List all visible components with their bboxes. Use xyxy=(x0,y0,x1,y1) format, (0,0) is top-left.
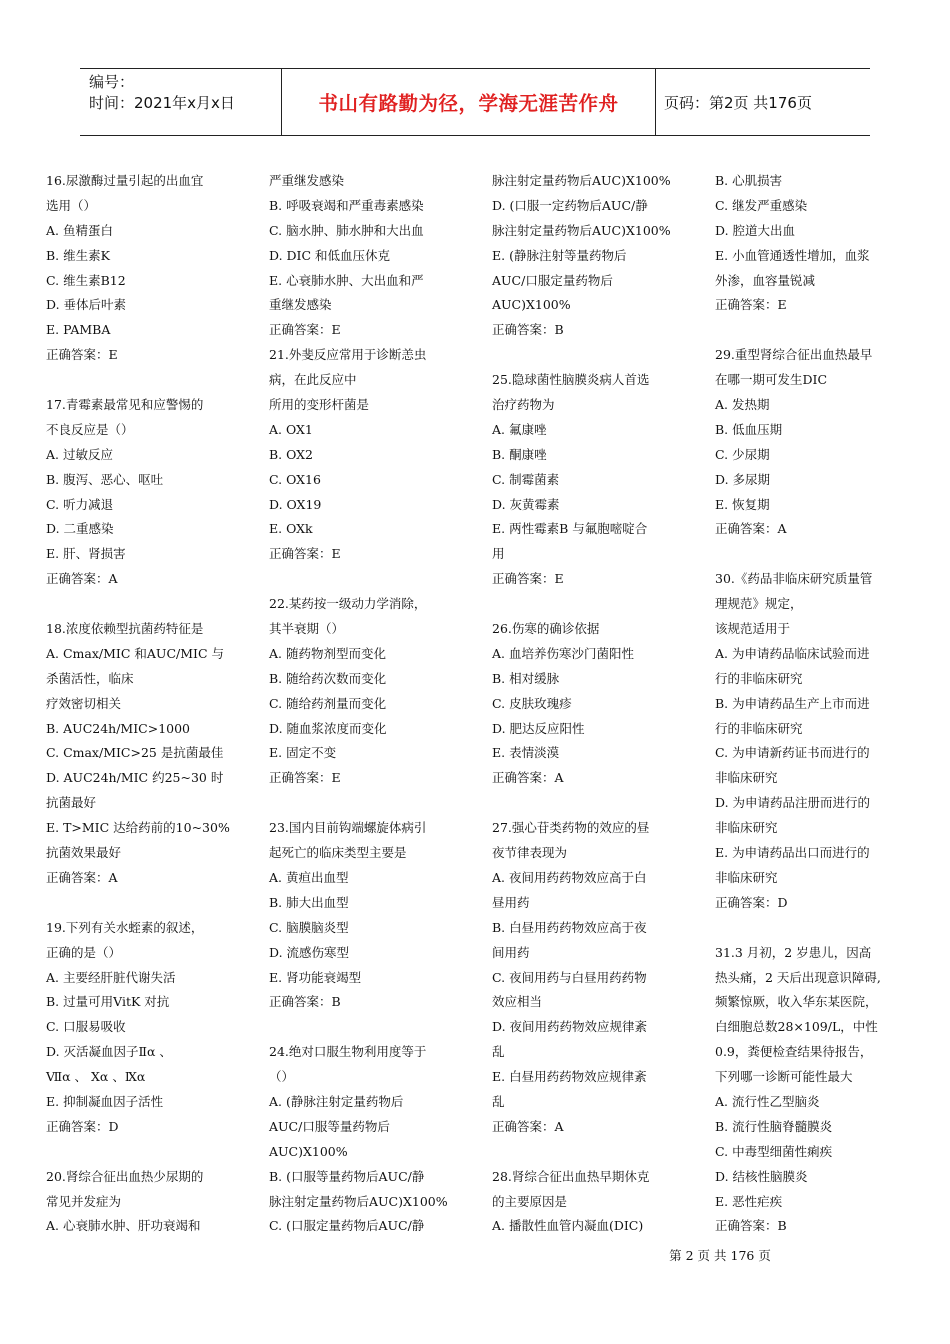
text-line: 31.3 月初，2 岁患儿，因高 xyxy=(715,944,872,960)
text-line: C. 维生素B12 xyxy=(46,272,126,288)
text-line: B. 随给药次数而变化 xyxy=(269,670,387,686)
text-line: A. 为申请药品临床试验而进 xyxy=(715,645,870,661)
text-line: B. 低血压期 xyxy=(715,421,783,437)
text-line: E. T>MIC 达给药前的10~30% xyxy=(46,820,230,836)
text-line: B. AUC24h/MIC>1000 xyxy=(46,720,191,736)
text-line: C. 制霉菌素 xyxy=(492,471,560,487)
text-line: C. 继发严重感染 xyxy=(715,197,808,213)
text-line: A. Cmax/MIC 和AUC/MIC 与 xyxy=(46,645,224,661)
text-line: D. 灰黄霉素 xyxy=(492,496,560,512)
text-line: A. 鱼精蛋白 xyxy=(46,222,113,238)
text-line: C. 口服易吸收 xyxy=(46,1019,126,1035)
text-line: 正确答案：A xyxy=(715,521,787,537)
text-line: B. 腹泻、恶心、呕吐 xyxy=(46,471,164,487)
text-line: C. 夜间用药与白昼用药药物 xyxy=(492,969,647,985)
page-header xyxy=(80,68,870,136)
text-line: 外渗，血容量锐减 xyxy=(715,272,816,288)
line-spacer xyxy=(492,791,697,816)
text-line: D. (口服一定药物后AUC/静 xyxy=(492,197,648,213)
header-meta xyxy=(80,69,282,135)
text-line: D. 多尿期 xyxy=(715,471,771,487)
text-line: B. 酮康唑 xyxy=(492,446,547,462)
text-line: 22.某药按一级动力学消除， xyxy=(269,596,427,612)
text-line: E. PAMBA xyxy=(46,322,111,338)
text-line: 30.《药品非临床研究质量管 xyxy=(715,571,873,587)
text-column-4 xyxy=(715,169,920,1239)
text-line: C. 脑膜脑炎型 xyxy=(269,919,349,935)
text-line: C. 为申请新药证书而进行的 xyxy=(715,745,870,761)
text-line: C. 皮肤玫瑰疹 xyxy=(492,695,572,711)
text-line: A. 主要经肝脏代谢失活 xyxy=(46,969,176,985)
text-line: Ⅶα 、 Ⅹα 、Ⅸα xyxy=(46,1069,146,1085)
text-line: 所用的变形杆菌是 xyxy=(269,397,370,413)
text-line: E. 肝、肾损害 xyxy=(46,546,126,562)
text-line: B. (口服等量药物后AUC/静 xyxy=(269,1168,425,1184)
text-line: C. 中毒型细菌性痢疾 xyxy=(715,1143,833,1159)
text-line: 正确答案：E xyxy=(269,322,341,338)
text-line: E. 固定不变 xyxy=(269,745,337,761)
text-line: 行的非临床研究 xyxy=(715,670,803,686)
text-line: C. Cmax/MIC>25 是抗菌最佳 xyxy=(46,745,224,761)
line-spacer xyxy=(492,1140,697,1165)
line-spacer xyxy=(46,592,251,617)
text-line: E. 为申请药品出口而进行的 xyxy=(715,845,870,861)
text-line: E. 心衰肺水肿、大出血和严 xyxy=(269,272,424,288)
text-line: A. 血培养伤寒沙门菌阳性 xyxy=(492,645,634,661)
text-line: 正确答案：A xyxy=(46,571,118,587)
text-line: 正确答案：A xyxy=(492,1118,564,1134)
text-column-3 xyxy=(492,169,697,1239)
text-line: 脉注射定量药物后AUC)X100% xyxy=(269,1193,448,1209)
text-line: D. 肥达反应阳性 xyxy=(492,720,585,736)
text-line: B. 过量可用VitK 对抗 xyxy=(46,994,170,1010)
text-line: 正确答案：A xyxy=(492,770,564,786)
text-line: 24.绝对口服生物利用度等于 xyxy=(269,1044,427,1060)
text-line: 正确答案：B xyxy=(715,1218,787,1234)
text-line: D. OX19 xyxy=(269,496,322,512)
text-line: B. OX2 xyxy=(269,446,314,462)
text-line: 疗效密切相关 xyxy=(46,695,122,711)
text-line: 重继发感染 xyxy=(269,297,332,313)
text-line: 18.浓度依赖型抗菌药特征是 xyxy=(46,621,204,637)
text-line: E. 肾功能衰竭型 xyxy=(269,969,362,985)
text-line: 起死亡的临床类型主要是 xyxy=(269,845,407,861)
text-line: 正确答案：E xyxy=(46,347,118,363)
text-line: 脉注射定量药物后AUC)X100% xyxy=(492,222,671,238)
text-column-1 xyxy=(46,169,251,1239)
header-page-cell xyxy=(656,69,870,135)
text-line: C. 脑水肿、肺水肿和大出血 xyxy=(269,222,424,238)
text-line: B. 心肌损害 xyxy=(715,173,783,188)
text-line: 0.9，粪便检查结果待报告， xyxy=(715,1044,873,1060)
line-spacer xyxy=(715,916,920,941)
text-line: AUC)X100% xyxy=(269,1143,348,1159)
text-line: 26.伤寒的确诊依据 xyxy=(492,621,600,637)
text-line: A. (静脉注射定量药物后 xyxy=(269,1093,404,1109)
line-spacer xyxy=(492,343,697,368)
text-line: A. 夜间用药药物效应高于白 xyxy=(492,869,647,885)
text-line: D. 为申请药品注册而进行的 xyxy=(715,795,871,811)
text-line: 29.重型肾综合征出血热最早 xyxy=(715,347,873,363)
text-line: 选用（） xyxy=(46,197,97,213)
text-line: 在哪一期可发生DIC xyxy=(715,372,828,388)
text-line: 非临床研究 xyxy=(715,770,778,786)
footer-page-number: 第 2 页 共 176 页 xyxy=(669,1248,771,1263)
text-line: D. 结核性脑膜炎 xyxy=(715,1168,808,1184)
text-line: 正确答案：B xyxy=(269,994,341,1010)
line-spacer xyxy=(269,791,474,816)
text-line: 正确答案：E xyxy=(492,571,564,587)
text-line: 严重继发感染 xyxy=(269,173,345,188)
text-line: 理规范》规定， xyxy=(715,596,803,612)
date-label: 时间：2021年x月x日 xyxy=(89,94,235,112)
text-line: 正确答案：D xyxy=(715,894,788,910)
text-line: 27.强心苷类药物的效应的昼 xyxy=(492,820,650,836)
text-line: E. 抑制凝血因子活性 xyxy=(46,1093,164,1109)
text-line: 抗菌效果最好 xyxy=(46,845,122,861)
text-line: 16.尿激酶过量引起的出血宜 xyxy=(46,173,204,188)
text-line: C. OX16 xyxy=(269,471,321,487)
text-line: A. 流行性乙型脑炎 xyxy=(715,1093,820,1109)
text-line: 病，在此反应中 xyxy=(269,372,357,388)
text-line: 频繁惊厥，收入华东某医院， xyxy=(715,994,878,1010)
text-line: C. 听力减退 xyxy=(46,496,114,512)
text-line: 脉注射定量药物后AUC)X100% xyxy=(492,173,671,188)
text-line: 20.肾综合征出血热少尿期的 xyxy=(46,1168,204,1184)
text-line: 正确的是（） xyxy=(46,944,122,960)
text-line: C. (口服定量药物后AUC/静 xyxy=(269,1218,425,1234)
text-line: A. 过敏反应 xyxy=(46,446,113,462)
text-line: 常见并发症为 xyxy=(46,1193,122,1209)
line-spacer xyxy=(269,1015,474,1040)
text-line: 乱 xyxy=(492,1093,505,1109)
text-line: D. DIC 和低血压休克 xyxy=(269,247,391,263)
header-motto: 书山有路勤为径，学海无涯苦作舟 xyxy=(318,92,619,115)
text-line: B. 呼吸衰竭和严重毒素感染 xyxy=(269,197,424,213)
text-line: AUC/口服等量药物后 xyxy=(269,1118,390,1134)
text-line: 该规范适用于 xyxy=(715,621,791,637)
text-line: E. 两性霉素B 与氟胞嘧啶合 xyxy=(492,521,648,537)
text-line: E. 小血管通透性增加，血浆 xyxy=(715,247,870,263)
text-line: A. 随药物剂型而变化 xyxy=(269,645,386,661)
text-line: B. 相对缓脉 xyxy=(492,670,560,686)
header-motto-cell xyxy=(282,69,656,135)
text-line: 正确答案：E xyxy=(269,770,341,786)
text-line: C. 随给药剂量而变化 xyxy=(269,695,387,711)
line-spacer xyxy=(46,891,251,916)
text-line: 正确答案：B xyxy=(492,322,564,338)
text-line: 的主要原因是 xyxy=(492,1193,568,1209)
text-line: 间用药 xyxy=(492,944,530,960)
text-line: 19.下列有关水蛭素的叙述， xyxy=(46,919,204,935)
text-line: 正确答案：A xyxy=(46,869,118,885)
text-line: AUC)X100% xyxy=(492,297,571,313)
text-line: A. 播散性血管内凝血(DIC) xyxy=(492,1218,644,1234)
text-line: E. 恶性疟疾 xyxy=(715,1193,783,1209)
text-line: 正确答案：D xyxy=(46,1118,119,1134)
text-line: B. 流行性脑脊髓膜炎 xyxy=(715,1118,833,1134)
text-line: 行的非临床研究 xyxy=(715,720,803,736)
line-spacer xyxy=(269,567,474,592)
line-spacer xyxy=(492,592,697,617)
text-line: 下列哪一诊断可能性最大 xyxy=(715,1069,853,1085)
text-line: D. 二重感染 xyxy=(46,521,114,537)
text-line: D. 流感伤寒型 xyxy=(269,944,350,960)
text-line: 正确答案：E xyxy=(269,546,341,562)
text-line: 正确答案：E xyxy=(715,297,787,313)
text-line: 乱 xyxy=(492,1044,505,1060)
text-line: D. 灭活凝血因子Ⅱα 、 xyxy=(46,1044,172,1060)
text-line: C. 少尿期 xyxy=(715,446,770,462)
text-line: AUC/口服定量药物后 xyxy=(492,272,613,288)
text-line: 抗菌最好 xyxy=(46,795,97,811)
text-line: E. 表情淡漠 xyxy=(492,745,560,761)
text-line: 非临床研究 xyxy=(715,869,778,885)
text-line: 不良反应是（） xyxy=(46,421,134,437)
text-line: 昼用药 xyxy=(492,894,530,910)
line-spacer xyxy=(715,542,920,567)
text-line: 25.隐球菌性脑膜炎病人首选 xyxy=(492,372,650,388)
line-spacer xyxy=(46,1140,251,1165)
text-line: 夜节律表现为 xyxy=(492,845,568,861)
text-line: E. 白昼用药药物效应规律紊 xyxy=(492,1069,647,1085)
text-line: A. 黄疸出血型 xyxy=(269,869,349,885)
text-line: 23.国内目前钩端螺旋体病引 xyxy=(269,820,427,836)
page-footer xyxy=(0,1246,950,1264)
text-line: D. 垂体后叶素 xyxy=(46,297,127,313)
text-line: 白细胞总数28×109/L，中性 xyxy=(715,1019,878,1035)
header-page-number: 页码：第2页 共176页 xyxy=(664,93,812,112)
text-line: E. OXk xyxy=(269,521,313,537)
text-line: 效应相当 xyxy=(492,994,543,1010)
text-line: 杀菌活性，临床 xyxy=(46,670,134,686)
text-line: 21.外斐反应常用于诊断恙虫 xyxy=(269,347,427,363)
line-spacer xyxy=(715,318,920,343)
text-line: 非临床研究 xyxy=(715,820,778,836)
text-line: B. 为申请药品生产上市而进 xyxy=(715,695,870,711)
text-line: A. OX1 xyxy=(269,421,313,437)
text-line: D. AUC24h/MIC 约25~30 时 xyxy=(46,770,224,786)
text-line: 28.肾综合征出血热早期休克 xyxy=(492,1168,650,1184)
text-line: 用 xyxy=(492,546,505,562)
text-line: 其半衰期（） xyxy=(269,621,345,637)
text-line: 热头痛，2 天后出现意识障碍, xyxy=(715,969,881,985)
text-line: 17.青霉素最常见和应警惕的 xyxy=(46,397,204,413)
text-line: A. 发热期 xyxy=(715,397,770,413)
text-line: D. 腔道大出血 xyxy=(715,222,796,238)
text-line: A. 氟康唑 xyxy=(492,421,547,437)
line-spacer xyxy=(46,368,251,393)
text-line: D. 随血浆浓度而变化 xyxy=(269,720,387,736)
text-line: D. 夜间用药药物效应规律紊 xyxy=(492,1019,648,1035)
text-line: A. 心衰肺水肿、肝功衰竭和 xyxy=(46,1218,201,1234)
text-line: （） xyxy=(269,1069,295,1085)
text-line: B. 白昼用药药物效应高于夜 xyxy=(492,919,647,935)
text-column-2 xyxy=(269,169,474,1239)
text-line: B. 维生素K xyxy=(46,247,110,263)
text-line: E. (静脉注射等量药物后 xyxy=(492,247,627,263)
serial-number-label: 编号： xyxy=(89,73,135,91)
text-line: B. 肺大出血型 xyxy=(269,894,349,910)
text-line: 治疗药物为 xyxy=(492,397,555,413)
text-line: E. 恢复期 xyxy=(715,496,770,512)
